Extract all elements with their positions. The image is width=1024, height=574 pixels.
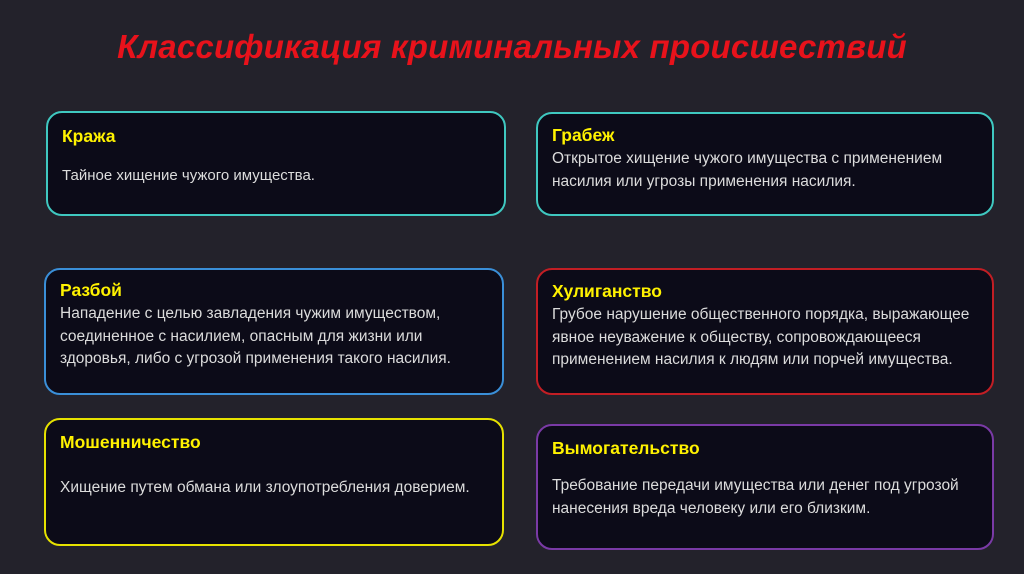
card-title-fraud: Мошенничество	[60, 432, 201, 452]
card-fraud	[44, 418, 504, 546]
card-text-armed-robbery: Нападение с целью завладения чужим имуществом, соединенное с насилием, опасным для жизни или здоровья, либо с угрозой применения такого насилия.	[60, 305, 451, 367]
card-text-fraud: Хищение путем обмана или злоупотребления доверием.	[60, 479, 470, 496]
slide-title: Классификация криминальных происшествий	[117, 28, 907, 65]
card-title-hooliganism: Хулиганство	[552, 281, 662, 301]
card-title-armed-robbery: Разбой	[60, 280, 122, 300]
card-armed-robbery	[44, 268, 504, 395]
card-text-hooliganism: Грубое нарушение общественного порядка, выражающее явное неуважение к обществу, сопровождающееся применением насилия к людям или порчей имущества.	[552, 306, 970, 368]
card-title-extortion: Вымогательство	[552, 438, 700, 458]
card-text-robbery: Открытое хищение чужого имущества с применением насилия или угрозы применения насилия.	[552, 150, 943, 190]
card-title-theft: Кража	[62, 126, 116, 146]
card-title-robbery: Грабеж	[552, 125, 615, 145]
card-theft	[46, 111, 506, 216]
card-text-theft: Тайное хищение чужого имущества.	[62, 167, 315, 184]
card-robbery	[536, 112, 994, 216]
card-hooliganism	[536, 268, 994, 395]
card-extortion	[536, 424, 994, 550]
card-text-extortion: Требование передачи имущества или денег под угрозой нанесения вреда человеку или его близким.	[552, 477, 959, 517]
